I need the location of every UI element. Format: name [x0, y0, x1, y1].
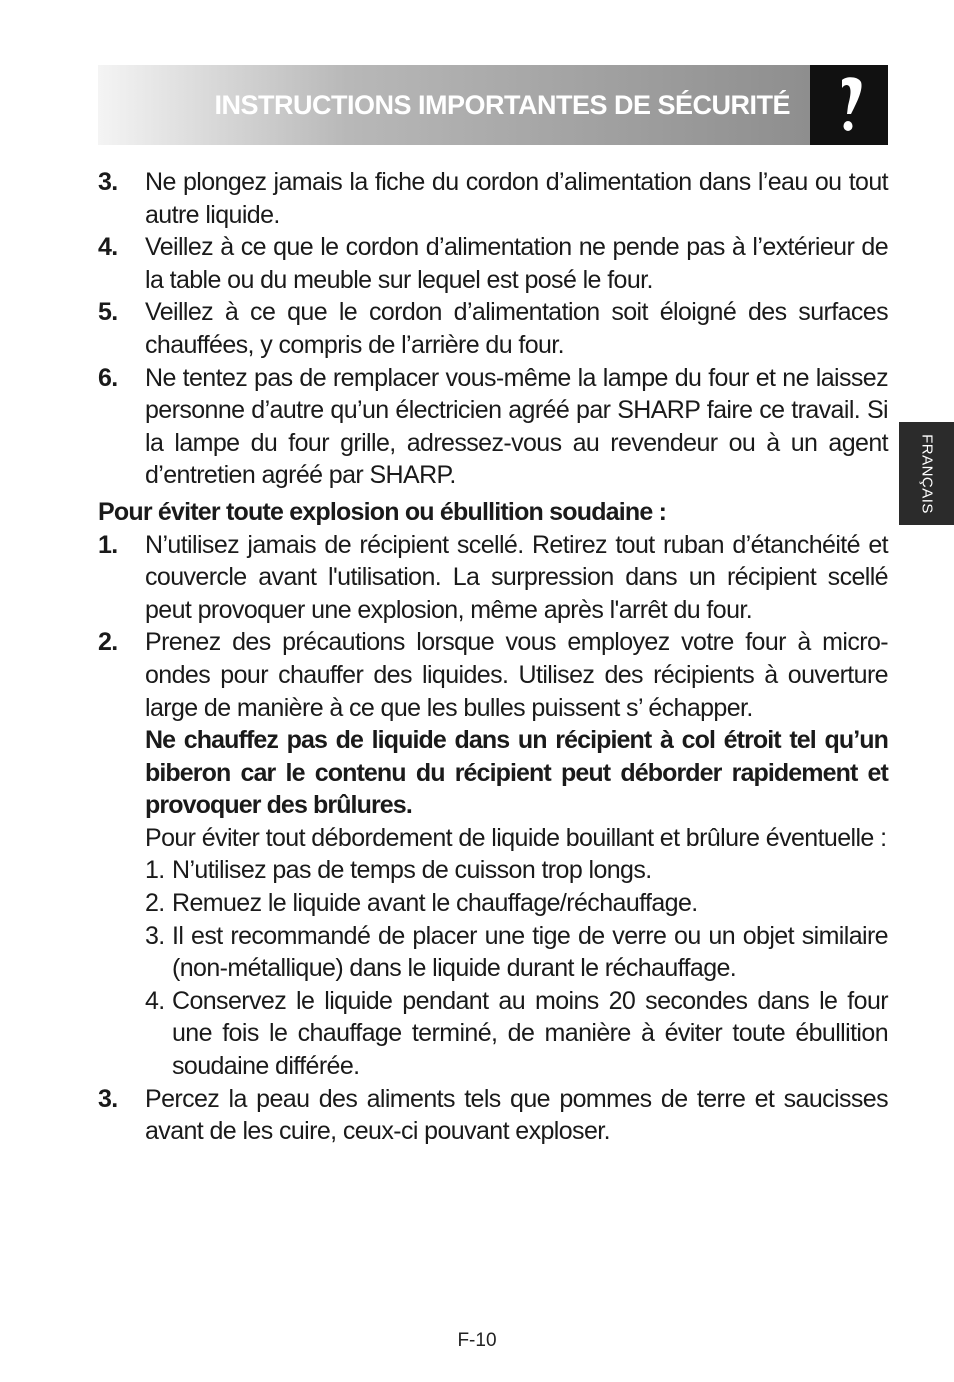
sub-item-text: Il est recommandé de placer une tige de verre ou un objet similaire (non-métallique) dans le liquide durant le réchauffage.: [172, 921, 888, 983]
list-item: [98, 626, 888, 1082]
item-number: 2.: [98, 628, 118, 657]
language-tab: [899, 422, 954, 525]
item-text: Percez la peau des aliments tels que pommes de terre et saucisses avant de les cuire, ceux-ci pouvant exploser.: [145, 1084, 888, 1146]
list-item: [98, 529, 888, 627]
sub-item: [145, 920, 888, 985]
sub-item-text: Remuez le liquide avant le chauffage/réchauffage.: [172, 889, 698, 918]
list-item: [98, 362, 888, 492]
sub-item-text: Conservez le liquide pendant au moins 20 secondes dans le four une fois le chauffage terminé, de manière à éviter toute ébullition soudaine différée.: [172, 986, 888, 1081]
warning-text: Ne chauffez pas de liquide dans un récipient à col étroit tel qu’un biberon car le contenu du récipient peut déborder rapidement et provoquer des brûlures.: [145, 726, 888, 820]
item-number: 4.: [98, 233, 118, 262]
sub-item-text: N’utilisez pas de temps de cuisson trop longs.: [172, 856, 652, 885]
list-item: [98, 296, 888, 361]
list-item: [98, 1083, 888, 1148]
sub-item-number: 3.: [145, 921, 165, 950]
sub-item: [145, 985, 888, 1083]
sub-item: [145, 854, 888, 887]
item-text: Ne tentez pas de remplacer vous-même la lampe du four et ne laissez personne d’autre qu’un électricien agréé par SHARP faire ce travail. Si la lampe du four grille, adressez-vous au revendeur ou à un agent d’entretien agréé par SHARP.: [145, 363, 888, 490]
item-text: Veillez à ce que le cordon d’alimentation ne pende pas à l’extérieur de la table ou du meuble sur lequel est posé le four.: [145, 233, 888, 294]
sub-item: [145, 887, 888, 920]
item-text: N’utilisez jamais de récipient scellé. Retirez tout ruban d’étanchéité et couvercle avant l'utilisation. La surpression dans un récipient scellé peut provoquer une explosion, même après l'arrêt du four.: [145, 530, 888, 624]
sub-item-number: 2.: [145, 889, 165, 918]
page-number: F-10: [457, 1330, 497, 1351]
language-label: FRANÇAIS: [918, 433, 935, 514]
header-icon-box: [810, 65, 888, 145]
item-number: 3.: [98, 168, 118, 196]
item-number: 5.: [98, 298, 118, 327]
list-item: [98, 231, 888, 296]
document-body: [98, 166, 888, 1148]
page-title: INSTRUCTIONS IMPORTANTES DE SÉCURITÉ: [214, 89, 790, 120]
section-heading: Pour éviter toute explosion ou ébullition soudaine :: [98, 497, 667, 526]
header-title-box: [98, 65, 810, 145]
item-text: Ne plongez jamais la fiche du cordon d’alimentation dans l’eau ou tout autre liquide.: [145, 168, 888, 229]
section-header: [98, 65, 888, 145]
sub-item-number: 1.: [145, 856, 165, 885]
list-item: [98, 166, 888, 231]
exclamation-icon: [832, 76, 866, 134]
item-number: 6.: [98, 363, 118, 392]
intro-text: Pour éviter tout débordement de liquide bouillant et brûlure éventuelle :: [145, 823, 887, 852]
item-body: [145, 626, 888, 1082]
item-text: Veillez à ce que le cordon d’alimentation soit éloigné des surfaces chauffées, y compris de l’arrière du four.: [145, 298, 888, 359]
item-number: 1.: [98, 530, 118, 559]
item-number: 3.: [98, 1084, 118, 1113]
item-text: Prenez des précautions lorsque vous employez votre four à micro-ondes pour chauffer des liquides. Utilisez des récipients à ouverture large de manière à ce que les bulles puissent s’ échapper.: [145, 628, 888, 722]
sub-item-number: 4.: [145, 986, 165, 1015]
